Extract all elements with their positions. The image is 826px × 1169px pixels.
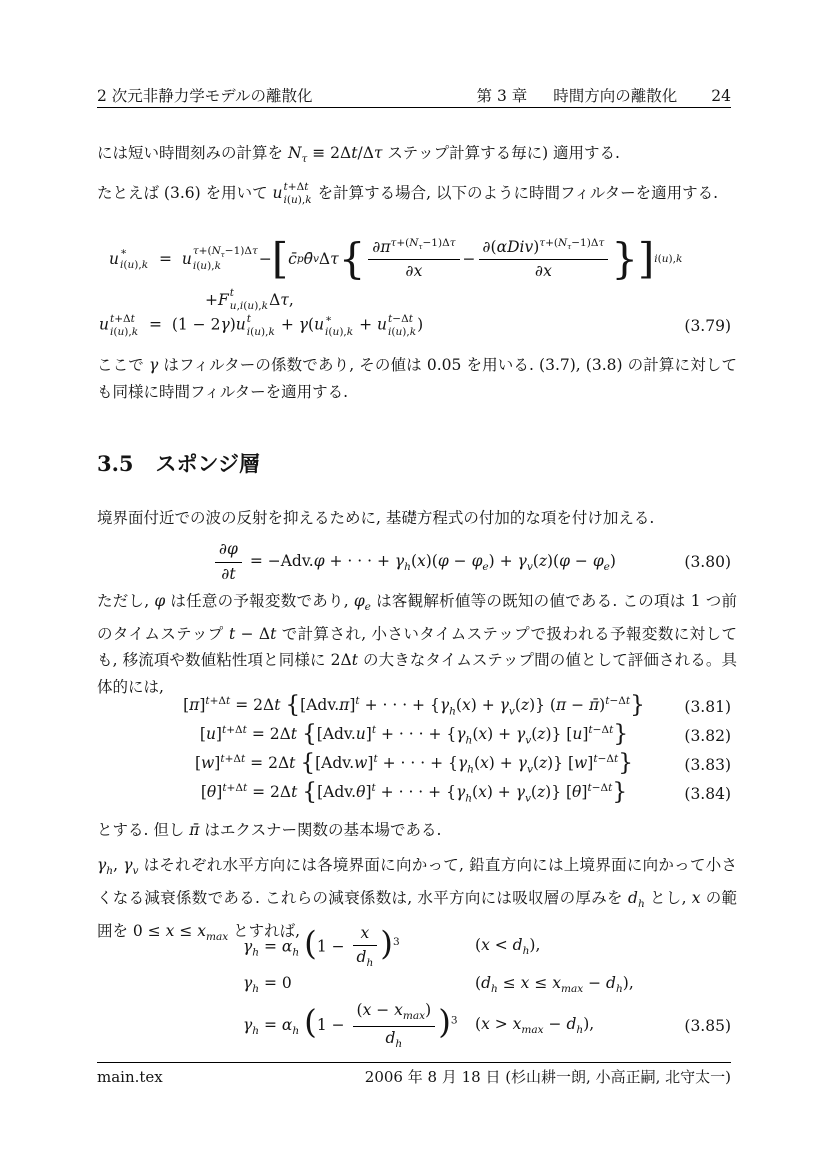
equation-3-85-row-2-condition: $(d_h \le x \le x_{max} - d_h)$, — [475, 974, 634, 996]
equation-3-84-body: $[\theta]^{t+\Delta t} = 2\Delta t$ {$[Adv.\theta]^t$ + · · · + $\{\gamma_h(x) + \gamma_v(z)\}$ $[\theta]^{t-\Delta t}$} — [200, 778, 628, 806]
equation-number-3-79: (3.79) — [684, 317, 731, 335]
paragraph-4: 境界面付近での波の反射を抑えるために, 基礎方程式の付加的な項を付け加える. — [97, 509, 655, 527]
footer-rule — [97, 1062, 731, 1063]
equation-3-85-row-3 — [97, 998, 731, 1054]
footer-filename: main.tex — [97, 1068, 163, 1086]
section-heading-3-5 — [97, 448, 260, 478]
paragraph-7: $\gamma_h$, $\gamma_v$ はそれぞれ水平方向には各境界面に向かって, 鉛直方向には上境界面に向かって小さくなる減衰係数である. これらの減衰係数は, 水平方向には吸収層の厚みを $d_h$ とし, x の範囲を $0 \le x \le x_{max}$ とすれば, — [97, 856, 737, 944]
page-footer — [97, 1066, 731, 1087]
equation-3-84 — [97, 779, 731, 808]
paragraph-1: には短い時間刻みの計算を $N_\tau \equiv 2\Delta t/\Delta\tau$ ステップ計算する毎に) 適用する. — [97, 144, 620, 166]
equation-3-85-row-3-lhs: $\gamma_h = \alpha_h$ (1 − $\frac{(x - x_{max})}{d_h}$ )$^3$ — [243, 1001, 458, 1050]
equation-3-85-row-1 — [97, 922, 731, 972]
equation-3-85-row-2 — [97, 972, 731, 998]
equation-number-3-81: (3.81) — [684, 697, 731, 716]
equation-3-79-line-1: u ∗ i(u),k = u $\tau+(N_\tau-1)\Delta\tau$ i(u),k − [ c̄ p θ̄ v Δ τ { $\frac{\partial\pi^{\tau+(N_\tau-1)\Delta\tau}}{\partial x}$ − $\frac{\partial(\alpha Div)^{\tau+(N_\tau-1)\Delta\tau}}{\partial x}$ } ] i(u),k — [109, 234, 683, 283]
equation-3-80 — [97, 538, 731, 586]
section-title: スポンジ層 — [155, 452, 261, 476]
equation-3-85 — [97, 922, 731, 1054]
equation-3-81-body: $[\pi]^{t+\Delta t} = 2\Delta t$ {$[Adv.\pi]^t$ + · · · + $\{\gamma_h(x) + \gamma_v(z)\} (\pi$ − π̄)$^{t-\Delta t}$} — [183, 691, 645, 719]
running-title-right — [477, 84, 731, 106]
equation-3-80-body: $\frac{\partial\varphi}{\partial t}$ = −Adv.φ + · · · + $\gamma_h(x)(\varphi - \varphi_e) + \gamma_v(z)(\varphi - \varphi_e)$ — [212, 540, 616, 584]
equation-3-79-line-2: + F t u,i(u),k Δ τ , — [205, 287, 294, 312]
section-number: 3.5 — [97, 451, 134, 476]
paragraph-6: とする. 但し π̄ はエクスナー関数の基本場である. — [97, 821, 442, 839]
equation-3-79-line-3-body: u t+Δt i(u),k = (1 − 2γ)u t i(u),k + γ(u ∗ i(u),k + u t−Δt i(u),k ) — [99, 313, 424, 338]
equation-number-3-82: (3.82) — [684, 726, 731, 745]
equation-3-82 — [97, 721, 731, 750]
equation-3-82-body: $[u]^{t+\Delta t} = 2\Delta t$ {$[Adv.u]^t$ + · · · + $\{\gamma_h(x) + \gamma_v(z)\}$ $[u]^{t-\Delta t}$} — [199, 720, 629, 748]
paragraph-5: ただし, φ は任意の予報変数であり, $\varphi_e$ は客観解析値等の既知の値である. この項は 1 つ前のタイムステップ t − Δt で計算され, 小さいタイムステップで扱われる予報変数に対しても, 移流項や数値粘性項と同様に 2Δt の大きなタイムステップ間の値として評価される。具体的には, — [97, 592, 737, 696]
equation-3-85-row-1-lhs: $\gamma_h = \alpha_h$ (1 − $\frac{x}{d_h}$ )$^3$ — [243, 923, 400, 970]
footer-date-authors: 2006 年 8 月 18 日 (杉山耕一朗, 小高正嗣, 北守太一) — [364, 1068, 731, 1086]
chapter-label: 第 3 章 — [476, 87, 528, 105]
equation-3-80-row — [97, 538, 731, 586]
page-number: 24 — [711, 87, 731, 105]
equation-group-3-81-to-3-84 — [97, 692, 731, 808]
equation-number-3-83: (3.83) — [684, 755, 731, 774]
chapter-title: 時間方向の離散化 — [553, 87, 678, 105]
equation-3-81 — [97, 692, 731, 721]
equation-3-83 — [97, 750, 731, 779]
equation-3-85-row-1-condition: $(x < d_h)$, — [475, 936, 541, 958]
equation-number-3-80: (3.80) — [684, 553, 731, 571]
equation-number-3-85: (3.85) — [684, 1017, 731, 1035]
equation-number-3-84: (3.84) — [684, 784, 731, 803]
equation-3-79-line-3 — [97, 312, 731, 340]
equation-3-83-body: $[w]^{t+\Delta t} = 2\Delta t$ {$[Adv.w]^t$ + · · · + $\{\gamma_h(x) + \gamma_v(z)\}$ $[w]^{t-\Delta t}$} — [194, 749, 634, 777]
page-header — [97, 84, 731, 106]
equation-3-85-row-2-lhs: $\gamma_h = 0$ — [243, 974, 292, 996]
paragraph-2: たとえば (3.6) を用いて u t+Δt i(u),k を計算する場合, 以下のように時間フィルターを適用する. — [97, 181, 719, 206]
equation-3-85-row-3-condition: $(x > x_{max} - d_h)$, — [475, 1015, 595, 1037]
header-rule — [97, 107, 731, 108]
running-title-left: 2 次元非静力学モデルの離散化 — [97, 87, 313, 105]
equation-3-79 — [97, 230, 731, 340]
paragraph-3: ここで γ はフィルターの係数であり, その値は 0.05 を用いる. (3.7), (3.8) の計算に対しても同様に時間フィルターを適用する. — [97, 356, 737, 401]
